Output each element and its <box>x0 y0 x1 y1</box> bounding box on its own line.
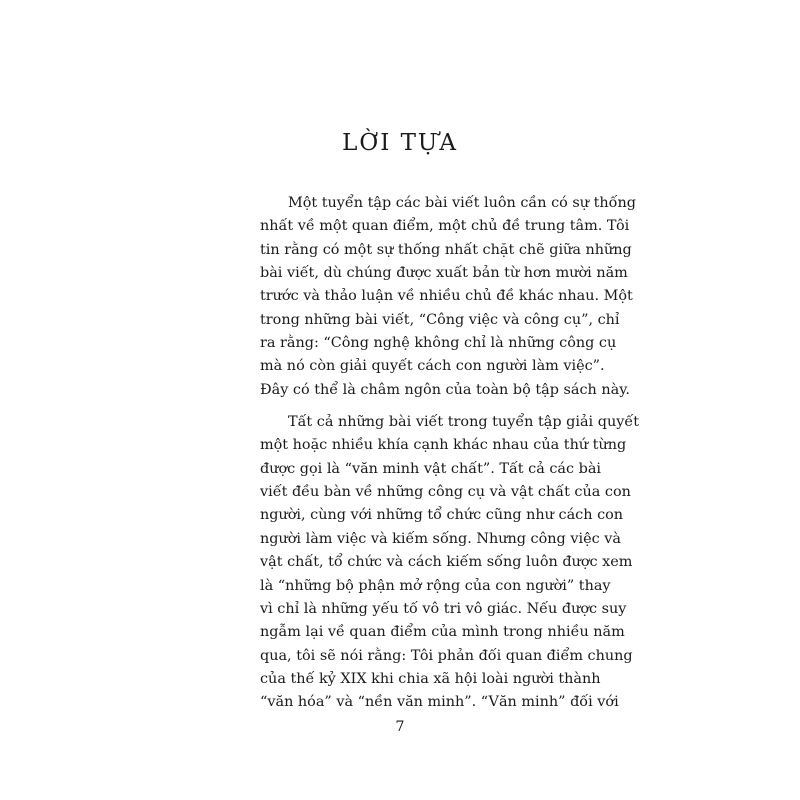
text-line: người làm việc và kiếm sống. Nhưng công việc và <box>260 530 621 547</box>
text-line: vì chỉ là những yếu tố vô tri vô giác. Nếu được suy <box>260 600 627 617</box>
text-line: vật chất, tổ chức và cách kiếm sống luôn được xem <box>260 554 633 571</box>
text-line: Tất cả những bài viết trong tuyển tập giải quyết <box>288 414 639 431</box>
text-line: người, cùng với những tổ chức cũng như cách con <box>260 507 624 524</box>
paragraph-2 <box>230 411 639 714</box>
body-text <box>230 192 639 715</box>
text-line: Đây có thể là châm ngôn của toàn bộ tập sách này. <box>260 381 631 398</box>
text-line: ra rằng: “Công nghệ không chỉ là những công cụ <box>260 335 617 352</box>
page-number: 7 <box>395 719 405 735</box>
text-line: nhất về một quan điểm, một chủ đề trung tâm. Tôi <box>260 218 630 235</box>
text-line: trước và thảo luận về nhiều chủ đề khác nhau. Một <box>260 288 633 305</box>
text-line: tin rằng có một sự thống nhất chặt chẽ giữa những <box>260 241 632 258</box>
text-line: Một tuyển tập các bài viết luôn cần có sự thống <box>288 195 636 211</box>
text-line: “văn hóa” và “nền văn minh”. “Văn minh” đối với <box>260 694 619 711</box>
paragraph-1 <box>230 192 636 402</box>
text-line: viết đều bàn về những công cụ và vật chất của con <box>260 484 631 501</box>
text-line: là “những bộ phận mở rộng của con người” thay <box>260 577 611 594</box>
text-line: một hoặc nhiều khía cạnh khác nhau của thứ từng <box>260 437 627 454</box>
text-line: qua, tôi sẽ nói rằng: Tôi phản đối quan điểm chung <box>260 647 633 664</box>
chapter-title: LỜI TỰA <box>342 130 458 156</box>
text-line: được gọi là “văn minh vật chất”. Tất cả các bài <box>260 460 602 477</box>
text-line: của thế kỷ XIX khi chia xã hội loài người thành <box>260 670 601 687</box>
text-line: ngẫm lại về quan điểm của mình trong nhiều năm <box>260 624 625 641</box>
text-line: mà nó còn giải quyết cách con người làm việc”. <box>260 358 605 375</box>
text-line: trong những bài viết, “Công việc và công cụ”, chỉ <box>260 311 620 328</box>
text-line: bài viết, dù chúng được xuất bản từ hơn mười năm <box>260 265 628 282</box>
